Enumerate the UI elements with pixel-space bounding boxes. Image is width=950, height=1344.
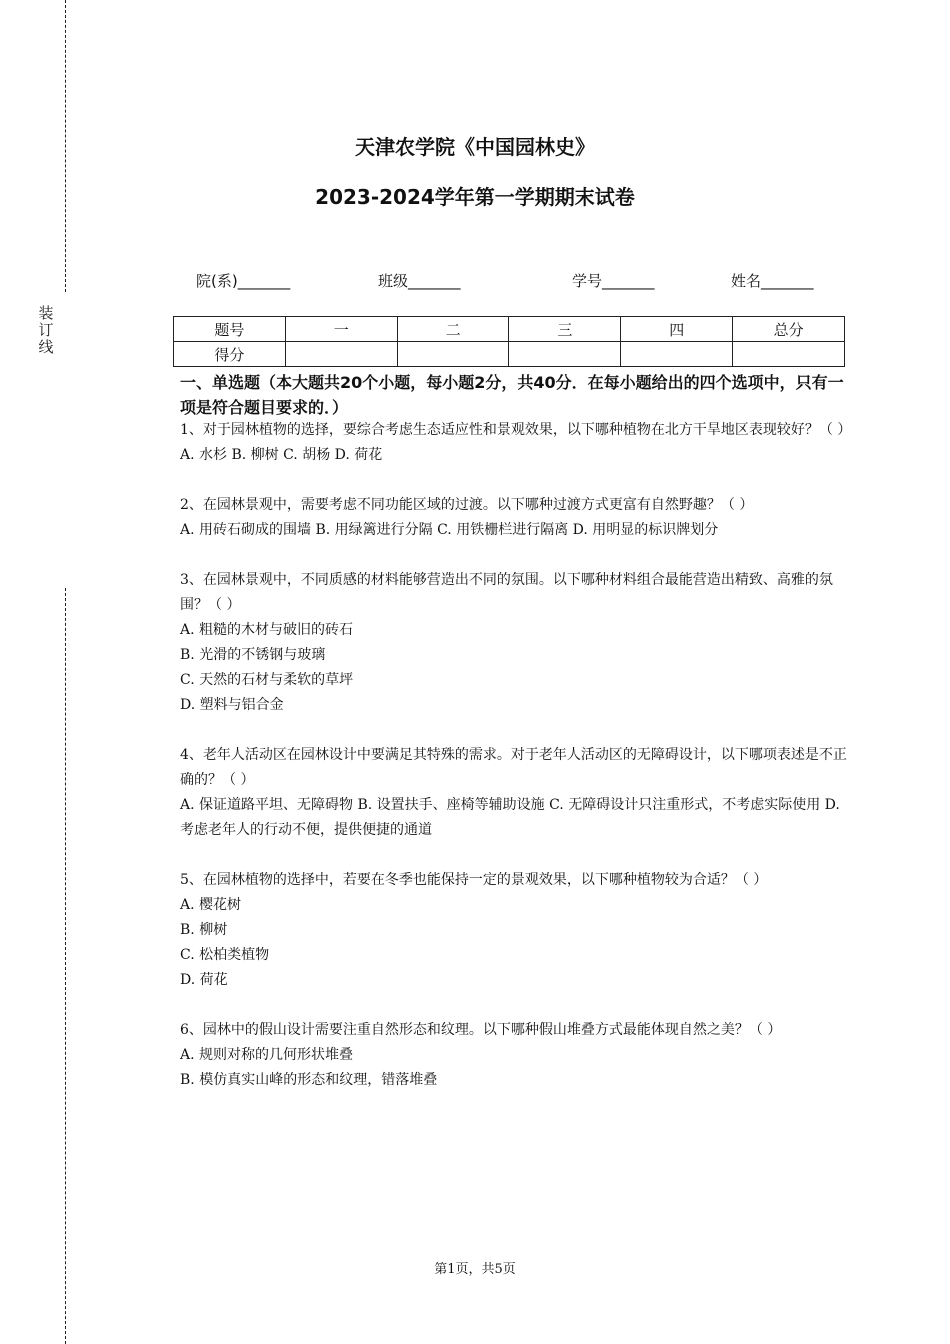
question-option: C. 天然的石材与柔软的草坪	[180, 672, 354, 688]
score-cell: 得分	[174, 342, 286, 367]
question-option: B. 模仿真实山峰的形态和纹理，错落堆叠	[180, 1072, 438, 1088]
question	[180, 1018, 848, 1093]
binding-label	[38, 305, 54, 356]
exam-subtitle: 2023-2024学年第一学期期末试卷	[315, 185, 635, 209]
binding-char: 线	[38, 338, 54, 356]
score-table	[173, 316, 845, 367]
question-option: D. 荷花	[180, 972, 228, 988]
question-option: A. 樱花树	[180, 897, 242, 913]
question-stem: 1、对于园林植物的选择，要综合考虑生态适应性和景观效果，以下哪种植物在北方干旱地区表现较好？（ ）	[180, 422, 852, 438]
question-stem: 2、在园林景观中，需要考虑不同功能区域的过渡。以下哪种过渡方式更富有自然野趣？（ ）	[180, 497, 754, 513]
question-option: A. 保证道路平坦、无障碍物 B. 设置扶手、座椅等辅助设施 C. 无障碍设计只注重形式，不考虑实际使用 D. 考虑老年人的行动不便，提供便捷的通道	[180, 797, 840, 838]
score-blank-cell[interactable]	[621, 342, 733, 367]
question	[180, 743, 848, 843]
question	[180, 493, 848, 543]
question-stem: 4、老年人活动区在园林设计中要满足其特殊的需求。对于老年人活动区的无障碍设计，以下哪项表述是不正确的？（ ）	[180, 747, 847, 788]
question-option: A. 粗糙的木材与破旧的砖石	[180, 622, 354, 638]
score-blank-cell[interactable]	[397, 342, 509, 367]
score-table-header-row	[174, 317, 845, 342]
question	[180, 418, 852, 468]
binding-dashed-line-bottom	[65, 588, 66, 1344]
score-cell: 总分	[733, 317, 845, 342]
question-option: A. 规则对称的几何形状堆叠	[180, 1047, 354, 1063]
question-option: D. 塑料与铝合金	[180, 697, 284, 713]
name-field: 姓名_______	[731, 272, 814, 290]
score-blank-cell[interactable]	[509, 342, 621, 367]
binding-char: 装	[38, 304, 54, 322]
score-table-score-row	[174, 342, 845, 367]
page-number: 第1页，共5页	[434, 1262, 516, 1277]
exam-title: 天津农学院《中国园林史》	[355, 135, 595, 159]
question-stem: 5、在园林植物的选择中，若要在冬季也能保持一定的景观效果，以下哪种植物较为合适？（ ）	[180, 872, 768, 888]
score-cell: 四	[621, 317, 733, 342]
score-blank-cell[interactable]	[285, 342, 397, 367]
binding-char: 订	[38, 321, 54, 339]
score-cell: 题号	[174, 317, 286, 342]
score-cell: 一	[285, 317, 397, 342]
question	[180, 568, 848, 718]
question-option: B. 柳树	[180, 922, 228, 938]
question-stem: 3、在园林景观中，不同质感的材料能够营造出不同的氛围。以下哪种材料组合最能营造出精致、高雅的氛围？（ ）	[180, 572, 833, 613]
score-cell: 二	[397, 317, 509, 342]
question	[180, 868, 848, 993]
question-option: A. 用砖石砌成的围墙 B. 用绿篱进行分隔 C. 用铁栅栏进行隔离 D. 用明显的标识牌划分	[180, 522, 719, 538]
score-cell: 三	[509, 317, 621, 342]
question-option: C. 松柏类植物	[180, 947, 270, 963]
student-id-field: 学号_______	[572, 272, 655, 290]
section-heading: 一、单选题（本大题共20个小题，每小题2分，共40分．在每小题给出的四个选项中，只有一项是符合题目要求的．）	[180, 373, 844, 417]
question-stem: 6、园林中的假山设计需要注重自然形态和纹理。以下哪种假山堆叠方式最能体现自然之美？（ ）	[180, 1022, 782, 1038]
question-option: B. 光滑的不锈钢与玻璃	[180, 647, 326, 663]
question-list	[180, 418, 852, 1118]
question-option: A. 水杉 B. 柳树 C. 胡杨 D. 荷花	[180, 447, 383, 463]
class-field: 班级_______	[378, 272, 461, 290]
score-blank-cell[interactable]	[733, 342, 845, 367]
department-field: 院(系)_______	[196, 272, 291, 290]
